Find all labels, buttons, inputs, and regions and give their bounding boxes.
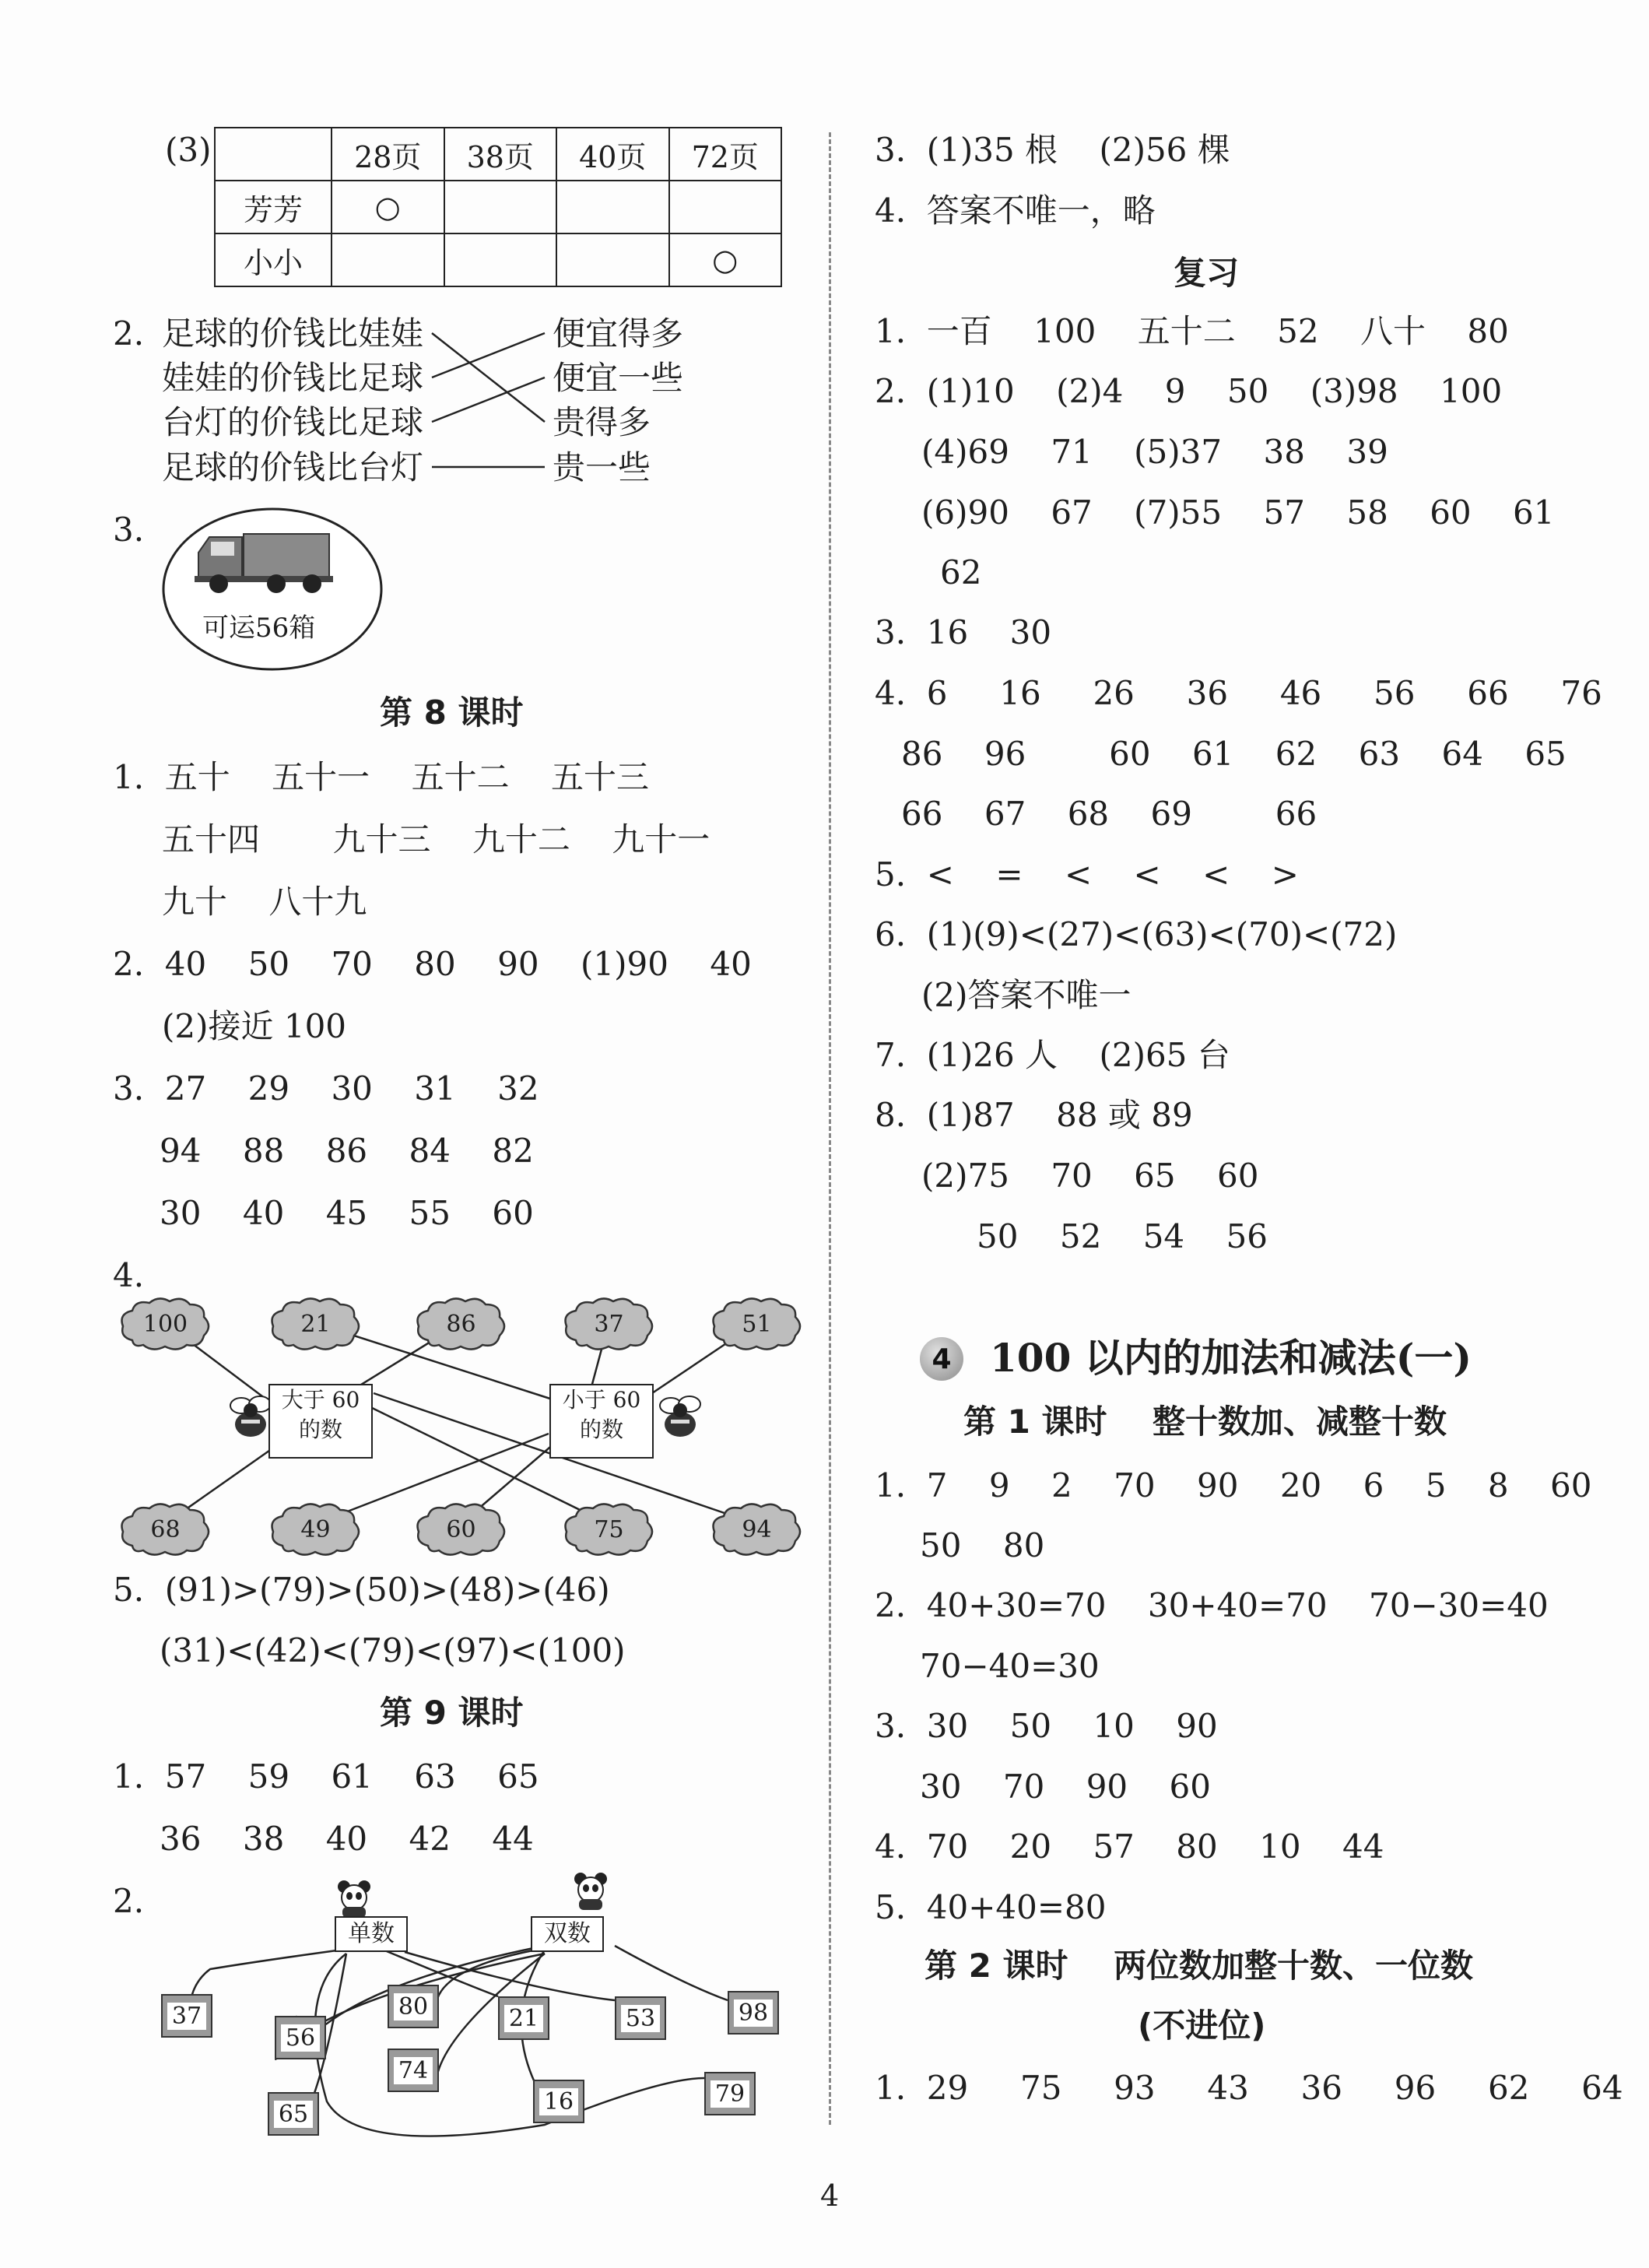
cloud-label: 94 [742,1516,772,1543]
lesson1-line: 2. 40+30=70 30+40=70 70−30=40 [875,1586,1549,1624]
cloud-label: 68 [150,1516,181,1543]
l8-q5-line: 5. (91)>(79)>(50)>(48)>(46) [113,1571,610,1609]
number-label: 37 [167,2003,206,2030]
review-line: 4. 6 16 26 36 46 56 66 76 [875,674,1602,712]
l8-q4-number: 4. [113,1256,145,1294]
review-line: 8. (1)87 88 或 89 [875,1096,1193,1134]
l8-q1-line: 五十四 九十三 九十二 九十一 [162,820,710,858]
unit-title: 100 以内的加法和减法(一) [990,1335,1472,1381]
l8-q3-line: 30 40 45 55 60 [160,1194,534,1232]
box-line: 的数 [579,1416,623,1442]
cloud-label: 86 [446,1311,476,1338]
number-label: 98 [734,1999,773,2027]
unit-number: 4 [932,1343,952,1375]
panda-icon [570,1870,612,1912]
number-box [268,2092,319,2136]
l8-q2-line: (2)接近 100 [162,1007,347,1045]
answer-line: 3. (1)35 根 (2)56 棵 [875,131,1230,169]
l8-q1-line: 1. 五十 五十一 五十二 五十三 [113,758,649,796]
odd-even-lines [0,0,825,2179]
number-box [498,1996,549,2040]
number-label: 80 [394,1993,433,2020]
table-header-cell: 72页 [669,128,782,181]
review-line: 5. < = < < < > [875,855,1299,894]
l9-q1-line: 1. 57 59 61 63 65 [113,1757,539,1796]
lesson1-line: 5. 40+40=80 [875,1888,1107,1926]
match-right-item: 贵一些 [553,448,651,486]
number-label: 21 [504,2005,543,2032]
review-line: 62 [940,553,982,592]
table-cell: ○ [332,181,444,233]
q3-label: (3) [165,131,212,169]
box-line: 小于 60 [562,1387,641,1413]
table-row-name: 小小 [215,233,332,286]
l8-q3-line: 94 88 86 84 82 [160,1132,534,1170]
cloud-label: 37 [594,1311,624,1338]
lesson2-title: 第 2 课时 两位数加整十数、一位数 [924,1947,1473,1985]
table-cell: ○ [669,233,782,286]
number-box [161,1994,212,2038]
cloud-label: 100 [142,1311,188,1338]
box-line: 的数 [298,1416,342,1442]
number-box [388,2049,439,2092]
table-row-name: 芳芳 [215,181,332,233]
table-header-cell: 28页 [332,128,444,181]
match-right-item: 贵得多 [553,403,651,441]
unit-number-badge [920,1337,963,1381]
number-label: 56 [281,2024,320,2052]
l9-q2-number: 2. [113,1882,145,1920]
match-left-item: 台灯的价钱比足球 [162,403,424,441]
l8-q5-line: (31)<(42)<(79)<(97)<(100) [160,1631,626,1669]
truck-caption: 可运56箱 [202,613,316,644]
number-box [704,2072,756,2115]
table-header-cell: 40页 [556,128,669,181]
review-line: 50 52 54 56 [977,1217,1268,1255]
l8-q3-line: 3. 27 29 30 31 32 [113,1069,539,1108]
number-box [533,2080,584,2123]
l9-q1-line: 36 38 40 42 44 [160,1820,534,1858]
cloud-label: 21 [300,1311,331,1338]
cloud-label: 60 [446,1516,476,1543]
lesson2-subtitle: (不进位) [1138,2006,1266,2045]
page-number: 4 [820,2178,840,2213]
lesson1-line: 30 70 90 60 [920,1768,1211,1806]
lesson1-line: 4. 70 20 57 80 10 44 [875,1827,1384,1866]
even-number-box: 双数 [531,1916,604,1952]
lesson1-title: 第 1 课时 整十数加、减整十数 [963,1403,1447,1441]
odd-number-box: 单数 [335,1916,408,1952]
l8-q1-line: 九十 八十九 [162,883,367,921]
match-left-item: 足球的价钱比娃娃 [162,314,424,353]
review-line: 7. (1)26 人 (2)65 台 [875,1036,1230,1074]
number-box [388,1985,439,2028]
q2-number: 2. [113,314,145,353]
review-title: 复习 [1174,254,1240,292]
lesson1-line: 50 80 [920,1526,1045,1564]
number-box [728,1991,779,2035]
review-line: (2)75 70 65 60 [921,1157,1259,1195]
lesson1-line: 70−40=30 [920,1647,1100,1685]
box-line: 大于 60 [281,1387,360,1413]
review-line: 6. (1)(9)<(27)<(63)<(70)<(72) [875,915,1398,953]
cloud-label: 49 [300,1516,331,1543]
review-line: (4)69 71 (5)37 38 39 [921,433,1388,471]
match-right-item: 便宜得多 [553,314,684,353]
number-label: 74 [394,2057,433,2084]
match-left-item: 娃娃的价钱比足球 [162,359,424,397]
review-line: 2. (1)10 (2)4 9 50 (3)98 100 [875,372,1503,410]
match-right-item: 便宜一些 [553,359,684,397]
review-line: 1. 一百 100 五十二 52 八十 80 [875,312,1509,350]
number-box [615,1996,666,2040]
lesson9-title: 第 9 课时 [380,1694,524,1732]
review-line: 66 67 68 69 66 [901,795,1317,833]
q3-number: 3. [113,511,145,549]
number-label: 79 [710,2080,749,2108]
review-line: (2)答案不唯一 [921,976,1131,1014]
connector-line [615,1946,728,2000]
panda-icon [333,1877,375,1919]
number-label: 65 [274,2101,313,2128]
lesson2-q1-line: 1. 29 75 93 43 36 96 62 64 [875,2069,1623,2107]
lesson1-line: 1. 7 9 2 70 90 20 6 5 8 60 [875,1466,1592,1504]
lesson8-title: 第 8 课时 [380,693,524,732]
review-line: (6)90 67 (7)55 57 58 60 61 [921,493,1555,532]
table-header-cell: 38页 [444,128,557,181]
match-left-item: 足球的价钱比台灯 [162,448,424,486]
lesson1-line: 3. 30 50 10 90 [875,1707,1218,1745]
number-box [275,2016,326,2059]
cloud-label: 75 [594,1516,624,1543]
number-label: 53 [621,2005,660,2032]
l8-q2-line: 2. 40 50 70 80 90 (1)90 40 [113,945,752,983]
review-line: 86 96 60 61 62 63 64 65 [901,735,1567,773]
review-line: 3. 16 30 [875,613,1052,651]
number-label: 16 [539,2088,578,2115]
answer-line: 4. 答案不唯一，略 [875,191,1156,230]
cloud-label: 51 [742,1311,772,1338]
